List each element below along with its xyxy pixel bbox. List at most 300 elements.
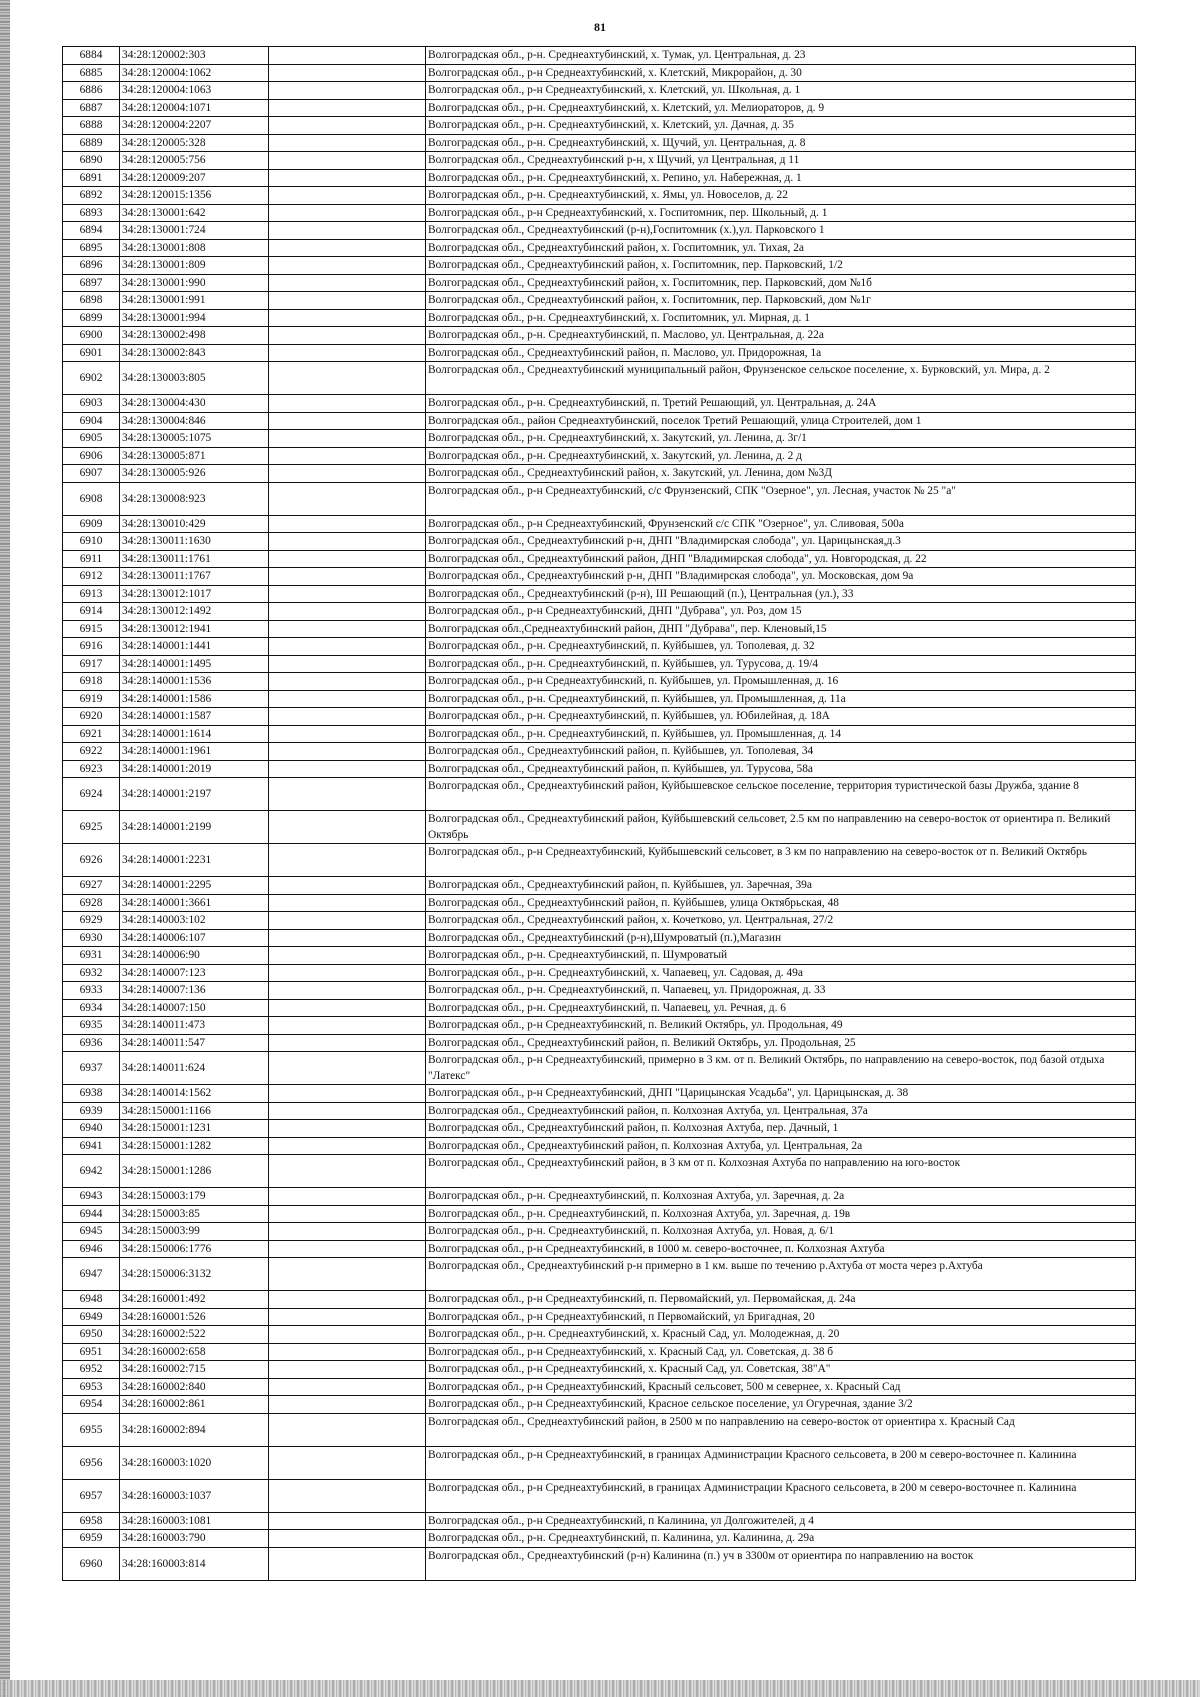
row-number-cell: 6925	[63, 811, 120, 844]
cadastral-number-cell: 34:28:150001:1286	[120, 1155, 269, 1188]
address-cell: Волгоградская обл., Среднеахтубинский район, п. Маслово, ул. Придорожная, 1а	[426, 344, 1136, 362]
table-row	[63, 430, 1136, 448]
table-row	[63, 1291, 1136, 1309]
address-cell: Волгоградская обл., р-н. Среднеахтубинский, х. Клетский, ул. Дачная, д. 35	[426, 117, 1136, 135]
empty-cell	[269, 673, 426, 691]
cadastral-number-cell: 34:28:140001:2197	[120, 778, 269, 811]
address-cell: Волгоградская обл., р-н. Среднеахтубинский, п. Маслово, ул. Центральная, д. 22а	[426, 327, 1136, 345]
empty-cell	[269, 309, 426, 327]
address-cell: Волгоградская обл., р-н Среднеахтубинский, х. Красный Сад, ул. Советская, д. 38 б	[426, 1343, 1136, 1361]
address-cell: Волгоградская обл., р-н. Среднеахтубинский, п. Чапаевец, ул. Речная, д. 6	[426, 999, 1136, 1017]
address-cell: Волгоградская обл., р-н Среднеахтубинский, в границах Администрации Красного сельсовета, в 200 м северо-восточнее п. Калинина	[426, 1479, 1136, 1512]
table-row	[63, 894, 1136, 912]
cadastral-number-cell: 34:28:130011:1767	[120, 568, 269, 586]
address-cell: Волгоградская обл., р-н Среднеахтубинский, Куйбышевский сельсовет, в 3 км по направлению на северо-восток от п. Великий Октябрь	[426, 844, 1136, 877]
address-cell: Волгоградская обл., Среднеахтубинский (р-н),Госпитомник (х.),ул. Парковского 1	[426, 222, 1136, 240]
cadastral-number-cell: 34:28:130004:846	[120, 412, 269, 430]
row-number-cell: 6931	[63, 947, 120, 965]
cadastral-number-cell: 34:28:120004:1063	[120, 82, 269, 100]
empty-cell	[269, 482, 426, 515]
table-row	[63, 811, 1136, 844]
table-row	[63, 1413, 1136, 1446]
cadastral-number-cell: 34:28:130001:994	[120, 309, 269, 327]
table-row	[63, 585, 1136, 603]
row-number-cell: 6910	[63, 533, 120, 551]
table-row	[63, 274, 1136, 292]
table-row	[63, 964, 1136, 982]
address-cell: Волгоградская обл., р-н Среднеахтубинский, п. Первомайский, ул. Первомайская, д. 24а	[426, 1291, 1136, 1309]
empty-cell	[269, 811, 426, 844]
empty-cell	[269, 725, 426, 743]
empty-cell	[269, 1512, 426, 1530]
address-cell: Волгоградская обл., р-н Среднеахтубинский, п Первомайский, ул Бригадная, 20	[426, 1308, 1136, 1326]
cadastral-number-cell: 34:28:140007:136	[120, 982, 269, 1000]
table-row	[63, 187, 1136, 205]
empty-cell	[269, 412, 426, 430]
empty-cell	[269, 169, 426, 187]
row-number-cell: 6920	[63, 708, 120, 726]
row-number-cell: 6885	[63, 64, 120, 82]
row-number-cell: 6947	[63, 1258, 120, 1291]
empty-cell	[269, 274, 426, 292]
row-number-cell: 6892	[63, 187, 120, 205]
cadastral-number-cell: 34:28:120004:1062	[120, 64, 269, 82]
row-number-cell: 6898	[63, 292, 120, 310]
cadastral-number-cell: 34:28:140007:150	[120, 999, 269, 1017]
row-number-cell: 6888	[63, 117, 120, 135]
address-cell: Волгоградская обл., Среднеахтубинский (р-н),Шумроватый (п.),Магазин	[426, 929, 1136, 947]
empty-cell	[269, 1446, 426, 1479]
address-cell: Волгоградская обл., р-н. Среднеахтубинский, х. Клетский, ул. Мелиораторов, д. 9	[426, 99, 1136, 117]
registry-body	[63, 47, 1136, 1581]
empty-cell	[269, 533, 426, 551]
cadastral-number-cell: 34:28:130011:1630	[120, 533, 269, 551]
row-number-cell: 6886	[63, 82, 120, 100]
empty-cell	[269, 778, 426, 811]
row-number-cell: 6903	[63, 395, 120, 413]
cadastral-number-cell: 34:28:160002:861	[120, 1396, 269, 1414]
row-number-cell: 6911	[63, 550, 120, 568]
row-number-cell: 6922	[63, 743, 120, 761]
row-number-cell: 6921	[63, 725, 120, 743]
address-cell: Волгоградская обл., Среднеахтубинский район, х. Госпитомник, ул. Тихая, 2а	[426, 239, 1136, 257]
empty-cell	[269, 117, 426, 135]
empty-cell	[269, 47, 426, 65]
table-row	[63, 1479, 1136, 1512]
empty-cell	[269, 1240, 426, 1258]
address-cell: Волгоградская обл., р-н. Среднеахтубинский, п. Колхозная Ахтуба, ул. Новая, д. 6/1	[426, 1223, 1136, 1241]
address-cell: Волгоградская обл., р-н. Среднеахтубинский, х. Щучий, ул. Центральная, д. 8	[426, 134, 1136, 152]
table-row	[63, 362, 1136, 395]
row-number-cell: 6945	[63, 1223, 120, 1241]
table-row	[63, 327, 1136, 345]
row-number-cell: 6933	[63, 982, 120, 1000]
table-row	[63, 412, 1136, 430]
row-number-cell: 6895	[63, 239, 120, 257]
table-row	[63, 877, 1136, 895]
empty-cell	[269, 1547, 426, 1580]
row-number-cell: 6960	[63, 1547, 120, 1580]
address-cell: Волгоградская обл.,Среднеахтубинский район, ДНП "Дубрава", пер. Кленовый,15	[426, 620, 1136, 638]
address-cell: Волгоградская обл., р-н. Среднеахтубинский, п. Колхозная Ахтуба, ул. Заречная, д. 19в	[426, 1205, 1136, 1223]
empty-cell	[269, 743, 426, 761]
table-row	[63, 844, 1136, 877]
empty-cell	[269, 187, 426, 205]
table-row	[63, 1308, 1136, 1326]
cadastral-number-cell: 34:28:140001:1587	[120, 708, 269, 726]
row-number-cell: 6934	[63, 999, 120, 1017]
table-row	[63, 638, 1136, 656]
cadastral-number-cell: 34:28:120009:207	[120, 169, 269, 187]
address-cell: Волгоградская обл., р-н. Среднеахтубинский, х. Красный Сад, ул. Молодежная, д. 20	[426, 1326, 1136, 1344]
table-row	[63, 603, 1136, 621]
address-cell: Волгоградская обл., р-н. Среднеахтубинский, п. Калинина, ул. Калинина, д. 29а	[426, 1530, 1136, 1548]
cadastral-number-cell: 34:28:140001:1586	[120, 690, 269, 708]
cadastral-number-cell: 34:28:130003:805	[120, 362, 269, 395]
empty-cell	[269, 1361, 426, 1379]
cadastral-number-cell: 34:28:120005:328	[120, 134, 269, 152]
row-number-cell: 6918	[63, 673, 120, 691]
table-row	[63, 1547, 1136, 1580]
table-row	[63, 64, 1136, 82]
row-number-cell: 6891	[63, 169, 120, 187]
row-number-cell: 6930	[63, 929, 120, 947]
address-cell: Волгоградская обл., р-н Среднеахтубинский, х. Красный Сад, ул. Советская, 38"А"	[426, 1361, 1136, 1379]
row-number-cell: 6894	[63, 222, 120, 240]
cadastral-number-cell: 34:28:150006:3132	[120, 1258, 269, 1291]
cadastral-number-cell: 34:28:130012:1492	[120, 603, 269, 621]
row-number-cell: 6942	[63, 1155, 120, 1188]
scan-edge-left	[0, 0, 10, 1697]
row-number-cell: 6926	[63, 844, 120, 877]
address-cell: Волгоградская обл., Среднеахтубинский р-н примерно в 1 км. выше по течению р.Ахтуба от моста через р.Ахтуба	[426, 1258, 1136, 1291]
cadastral-number-cell: 34:28:140001:1495	[120, 655, 269, 673]
table-row	[63, 1155, 1136, 1188]
address-cell: Волгоградская обл., р-н. Среднеахтубинский, п. Колхозная Ахтуба, ул. Заречная, д. 2а	[426, 1188, 1136, 1206]
row-number-cell: 6950	[63, 1326, 120, 1344]
table-row	[63, 465, 1136, 483]
empty-cell	[269, 395, 426, 413]
address-cell: Волгоградская обл., Среднеахтубинский район, ДНП "Владимирская слобода", ул. Новгородская, д. 22	[426, 550, 1136, 568]
row-number-cell: 6901	[63, 344, 120, 362]
empty-cell	[269, 1530, 426, 1548]
table-row	[63, 344, 1136, 362]
row-number-cell: 6899	[63, 309, 120, 327]
row-number-cell: 6929	[63, 912, 120, 930]
empty-cell	[269, 344, 426, 362]
empty-cell	[269, 465, 426, 483]
address-cell: Волгоградская обл., Среднеахтубинский район, п. Колхозная Ахтуба, ул. Центральная, 2а	[426, 1137, 1136, 1155]
empty-cell	[269, 1137, 426, 1155]
empty-cell	[269, 99, 426, 117]
table-row	[63, 1223, 1136, 1241]
empty-cell	[269, 620, 426, 638]
address-cell: Волгоградская обл., р-н Среднеахтубинский, х. Клетский, Микрорайон, д. 30	[426, 64, 1136, 82]
empty-cell	[269, 1326, 426, 1344]
address-cell: Волгоградская обл., р-н Среднеахтубинский, с/с Фрунзенский, СПК "Озерное", ул. Лесная, участок № 25 "а"	[426, 482, 1136, 515]
table-row	[63, 1085, 1136, 1103]
row-number-cell: 6939	[63, 1102, 120, 1120]
address-cell: Волгоградская обл., р-н. Среднеахтубинский, х. Репино, ул. Набережная, д. 1	[426, 169, 1136, 187]
row-number-cell: 6889	[63, 134, 120, 152]
address-cell: Волгоградская обл., р-н. Среднеахтубинский, п. Третий Решающий, ул. Центральная, д. 24А	[426, 395, 1136, 413]
cadastral-number-cell: 34:28:130012:1017	[120, 585, 269, 603]
cadastral-number-cell: 34:28:130005:871	[120, 447, 269, 465]
row-number-cell: 6958	[63, 1512, 120, 1530]
row-number-cell: 6909	[63, 515, 120, 533]
cadastral-number-cell: 34:28:130008:923	[120, 482, 269, 515]
empty-cell	[269, 362, 426, 395]
row-number-cell: 6887	[63, 99, 120, 117]
empty-cell	[269, 1479, 426, 1512]
table-row	[63, 1361, 1136, 1379]
empty-cell	[269, 929, 426, 947]
cadastral-number-cell: 34:28:140006:107	[120, 929, 269, 947]
empty-cell	[269, 690, 426, 708]
address-cell: Волгоградская обл., Среднеахтубинский район, в 2500 м по направлению на северо-восток от ориентира х. Красный Сад	[426, 1413, 1136, 1446]
cadastral-number-cell: 34:28:140001:1536	[120, 673, 269, 691]
table-row	[63, 708, 1136, 726]
table-row	[63, 1343, 1136, 1361]
address-cell: Волгоградская обл., р-н. Среднеахтубинский, х. Закутский, ул. Ленина, д. 3г/1	[426, 430, 1136, 448]
address-cell: Волгоградская обл., р-н Среднеахтубинский, п Калинина, ул Долгожителей, д 4	[426, 1512, 1136, 1530]
table-row	[63, 99, 1136, 117]
table-row	[63, 690, 1136, 708]
address-cell: Волгоградская обл., р-н. Среднеахтубинский, п. Куйбышев, ул. Юбилейная, д. 18А	[426, 708, 1136, 726]
table-row	[63, 568, 1136, 586]
empty-cell	[269, 64, 426, 82]
row-number-cell: 6912	[63, 568, 120, 586]
cadastral-number-cell: 34:28:140011:473	[120, 1017, 269, 1035]
address-cell: Волгоградская обл., район Среднеахтубинский, поселок Третий Решающий, улица Строителей, дом 1	[426, 412, 1136, 430]
cadastral-number-cell: 34:28:140001:3661	[120, 894, 269, 912]
cadastral-number-cell: 34:28:150003:99	[120, 1223, 269, 1241]
row-number-cell: 6913	[63, 585, 120, 603]
empty-cell	[269, 912, 426, 930]
empty-cell	[269, 239, 426, 257]
cadastral-number-cell: 34:28:130001:724	[120, 222, 269, 240]
empty-cell	[269, 1034, 426, 1052]
cadastral-number-cell: 34:28:160003:790	[120, 1530, 269, 1548]
empty-cell	[269, 1413, 426, 1446]
address-cell: Волгоградская обл., р-н. Среднеахтубинский, п. Куйбышев, ул. Турусова, д. 19/4	[426, 655, 1136, 673]
cadastral-number-cell: 34:28:160003:1020	[120, 1446, 269, 1479]
cadastral-number-cell: 34:28:120002:303	[120, 47, 269, 65]
table-row	[63, 1052, 1136, 1085]
cadastral-number-cell: 34:28:130012:1941	[120, 620, 269, 638]
row-number-cell: 6915	[63, 620, 120, 638]
table-row	[63, 515, 1136, 533]
cadastral-number-cell: 34:28:140001:1614	[120, 725, 269, 743]
address-cell: Волгоградская обл., Среднеахтубинский район, п. Куйбышев, ул. Турусова, 58а	[426, 760, 1136, 778]
table-row	[63, 222, 1136, 240]
address-cell: Волгоградская обл., р-н Среднеахтубинский, в границах Администрации Красного сельсовета, в 200 м северо-восточнее п. Калинина	[426, 1446, 1136, 1479]
table-row	[63, 1396, 1136, 1414]
row-number-cell: 6941	[63, 1137, 120, 1155]
row-number-cell: 6897	[63, 274, 120, 292]
row-number-cell: 6908	[63, 482, 120, 515]
row-number-cell: 6948	[63, 1291, 120, 1309]
row-number-cell: 6953	[63, 1378, 120, 1396]
address-cell: Волгоградская обл., Среднеахтубинский район, п. Колхозная Ахтуба, пер. Дачный, 1	[426, 1120, 1136, 1138]
empty-cell	[269, 708, 426, 726]
cadastral-number-cell: 34:28:130001:808	[120, 239, 269, 257]
cadastral-number-cell: 34:28:130011:1761	[120, 550, 269, 568]
empty-cell	[269, 82, 426, 100]
address-cell: Волгоградская обл., р-н Среднеахтубинский, п. Куйбышев, ул. Промышленная, д. 16	[426, 673, 1136, 691]
table-row	[63, 982, 1136, 1000]
empty-cell	[269, 1052, 426, 1085]
address-cell: Волгоградская обл., Среднеахтубинский район, х. Кочетково, ул. Центральная, 27/2	[426, 912, 1136, 930]
row-number-cell: 6957	[63, 1479, 120, 1512]
address-cell: Волгоградская обл., Среднеахтубинский район, п. Куйбышев, ул. Тополевая, 34	[426, 743, 1136, 761]
row-number-cell: 6954	[63, 1396, 120, 1414]
cadastral-number-cell: 34:28:160002:840	[120, 1378, 269, 1396]
cadastral-number-cell: 34:28:160002:715	[120, 1361, 269, 1379]
row-number-cell: 6904	[63, 412, 120, 430]
empty-cell	[269, 152, 426, 170]
row-number-cell: 6959	[63, 1530, 120, 1548]
address-cell: Волгоградская обл., Среднеахтубинский р-н, х Щучий, ул Центральная, д 11	[426, 152, 1136, 170]
empty-cell	[269, 430, 426, 448]
table-row	[63, 999, 1136, 1017]
table-row	[63, 239, 1136, 257]
address-cell: Волгоградская обл., р-н Среднеахтубинский, п. Великий Октябрь, ул. Продольная, 49	[426, 1017, 1136, 1035]
address-cell: Волгоградская обл., Среднеахтубинский район, х. Госпитомник, пер. Парковский, 1/2	[426, 257, 1136, 275]
address-cell: Волгоградская обл., Среднеахтубинский (р-н), III Решающий (п.), Центральная (ул.), 33	[426, 585, 1136, 603]
row-number-cell: 6949	[63, 1308, 120, 1326]
address-cell: Волгоградская обл., Среднеахтубинский район, Куйбышевский сельсовет, 2.5 км по направлению на северо-восток от ориентира п. Великий Октябрь	[426, 811, 1136, 844]
table-row	[63, 550, 1136, 568]
row-number-cell: 6884	[63, 47, 120, 65]
row-number-cell: 6936	[63, 1034, 120, 1052]
cadastral-number-cell: 34:28:130002:843	[120, 344, 269, 362]
empty-cell	[269, 1291, 426, 1309]
table-row	[63, 395, 1136, 413]
cadastral-number-cell: 34:28:120015:1356	[120, 187, 269, 205]
table-row	[63, 760, 1136, 778]
address-cell: Волгоградская обл., р-н Среднеахтубинский, Фрунзенский с/с СПК "Озерное", ул. Сливовая, 500а	[426, 515, 1136, 533]
cadastral-number-cell: 34:28:140007:123	[120, 964, 269, 982]
row-number-cell: 6932	[63, 964, 120, 982]
empty-cell	[269, 257, 426, 275]
table-row	[63, 204, 1136, 222]
empty-cell	[269, 550, 426, 568]
table-row	[63, 1137, 1136, 1155]
empty-cell	[269, 964, 426, 982]
address-cell: Волгоградская обл., р-н Среднеахтубинский, примерно в 3 км. от п. Великий Октябрь, по направлению на северо-восток, под базой отдыха "Латекс"	[426, 1052, 1136, 1085]
address-cell: Волгоградская обл., р-н. Среднеахтубинский, х. Закутский, ул. Ленина, д. 2 д	[426, 447, 1136, 465]
cadastral-number-cell: 34:28:160002:894	[120, 1413, 269, 1446]
empty-cell	[269, 447, 426, 465]
cadastral-number-cell: 34:28:150001:1282	[120, 1137, 269, 1155]
cadastral-number-cell: 34:28:130005:1075	[120, 430, 269, 448]
cadastral-number-cell: 34:28:120004:2207	[120, 117, 269, 135]
table-row	[63, 1326, 1136, 1344]
cadastral-number-cell: 34:28:130001:990	[120, 274, 269, 292]
address-cell: Волгоградская обл., Среднеахтубинский муниципальный район, Фрунзенское сельское поселение, х. Бурковский, ул. Мира, д. 2	[426, 362, 1136, 395]
empty-cell	[269, 1205, 426, 1223]
cadastral-number-cell: 34:28:130001:991	[120, 292, 269, 310]
table-row	[63, 1258, 1136, 1291]
row-number-cell: 6944	[63, 1205, 120, 1223]
address-cell: Волгоградская обл., Среднеахтубинский район, п. Куйбышев, улица Октябрьская, 48	[426, 894, 1136, 912]
cadastral-number-cell: 34:28:130005:926	[120, 465, 269, 483]
table-row	[63, 292, 1136, 310]
table-row	[63, 482, 1136, 515]
table-row	[63, 1512, 1136, 1530]
row-number-cell: 6952	[63, 1361, 120, 1379]
table-row	[63, 47, 1136, 65]
cadastral-number-cell: 34:28:160001:526	[120, 1308, 269, 1326]
cadastral-number-cell: 34:28:150003:179	[120, 1188, 269, 1206]
cadastral-number-cell: 34:28:140001:2295	[120, 877, 269, 895]
address-cell: Волгоградская обл., р-н. Среднеахтубинский, п. Куйбышев, ул. Промышленная, д. 14	[426, 725, 1136, 743]
address-cell: Волгоградская обл., Среднеахтубинский район, Куйбышевское сельское поселение, территория туристической базы Дружба, здание 8	[426, 778, 1136, 811]
table-row	[63, 117, 1136, 135]
empty-cell	[269, 760, 426, 778]
row-number-cell: 6906	[63, 447, 120, 465]
table-row	[63, 1017, 1136, 1035]
empty-cell	[269, 327, 426, 345]
row-number-cell: 6946	[63, 1240, 120, 1258]
cadastral-number-cell: 34:28:140001:2199	[120, 811, 269, 844]
empty-cell	[269, 894, 426, 912]
row-number-cell: 6924	[63, 778, 120, 811]
cadastral-number-cell: 34:28:160001:492	[120, 1291, 269, 1309]
address-cell: Волгоградская обл., Среднеахтубинский район, п. Куйбышев, ул. Заречная, 39а	[426, 877, 1136, 895]
cadastral-number-cell: 34:28:130004:430	[120, 395, 269, 413]
address-cell: Волгоградская обл., Среднеахтубинский р-н, ДНП "Владимирская слобода", ул. Царицынская,д.3	[426, 533, 1136, 551]
address-cell: Волгоградская обл., Среднеахтубинский район, в 3 км от п. Колхозная Ахтуба по направлению на юго-восток	[426, 1155, 1136, 1188]
cadastral-number-cell: 34:28:140001:1441	[120, 638, 269, 656]
scan-edge-bottom	[0, 1680, 1200, 1697]
address-cell: Волгоградская обл., р-н. Среднеахтубинский, х. Госпитомник, ул. Мирная, д. 1	[426, 309, 1136, 327]
table-row	[63, 309, 1136, 327]
address-cell: Волгоградская обл., р-н Среднеахтубинский, Красный сельсовет, 500 м севернее, х. Красный Сад	[426, 1378, 1136, 1396]
cadastral-number-cell: 34:28:130001:642	[120, 204, 269, 222]
empty-cell	[269, 134, 426, 152]
table-row	[63, 1102, 1136, 1120]
page-number: 81	[594, 20, 606, 34]
cadastral-number-cell: 34:28:160002:522	[120, 1326, 269, 1344]
row-number-cell: 6914	[63, 603, 120, 621]
cadastral-number-cell: 34:28:150006:1776	[120, 1240, 269, 1258]
table-row	[63, 1446, 1136, 1479]
row-number-cell: 6940	[63, 1120, 120, 1138]
address-cell: Волгоградская обл., Среднеахтубинский р-н, ДНП "Владимирская слобода", ул. Московская, дом 9а	[426, 568, 1136, 586]
empty-cell	[269, 222, 426, 240]
address-cell: Волгоградская обл., р-н Среднеахтубинский, ДНП "Дубрава", ул. Роз, дом 15	[426, 603, 1136, 621]
address-cell: Волгоградская обл., Среднеахтубинский (р-н) Калинина (п.) уч в 3300м от ориентира по направлению на восток	[426, 1547, 1136, 1580]
table-row	[63, 929, 1136, 947]
empty-cell	[269, 999, 426, 1017]
table-row	[63, 947, 1136, 965]
cadastral-number-cell: 34:28:140003:102	[120, 912, 269, 930]
address-cell: Волгоградская обл., Среднеахтубинский район, п. Великий Октябрь, ул. Продольная, 25	[426, 1034, 1136, 1052]
row-number-cell: 6935	[63, 1017, 120, 1035]
cadastral-number-cell: 34:28:150001:1231	[120, 1120, 269, 1138]
empty-cell	[269, 638, 426, 656]
cadastral-number-cell: 34:28:160003:814	[120, 1547, 269, 1580]
table-row	[63, 82, 1136, 100]
cadastral-number-cell: 34:28:140011:624	[120, 1052, 269, 1085]
cadastral-number-cell: 34:28:160002:658	[120, 1343, 269, 1361]
address-cell: Волгоградская обл., р-н Среднеахтубинский, ДНП "Царицынская Усадьба", ул. Царицынская, д. 38	[426, 1085, 1136, 1103]
row-number-cell: 6916	[63, 638, 120, 656]
row-number-cell: 6902	[63, 362, 120, 395]
cadastral-number-cell: 34:28:160003:1037	[120, 1479, 269, 1512]
